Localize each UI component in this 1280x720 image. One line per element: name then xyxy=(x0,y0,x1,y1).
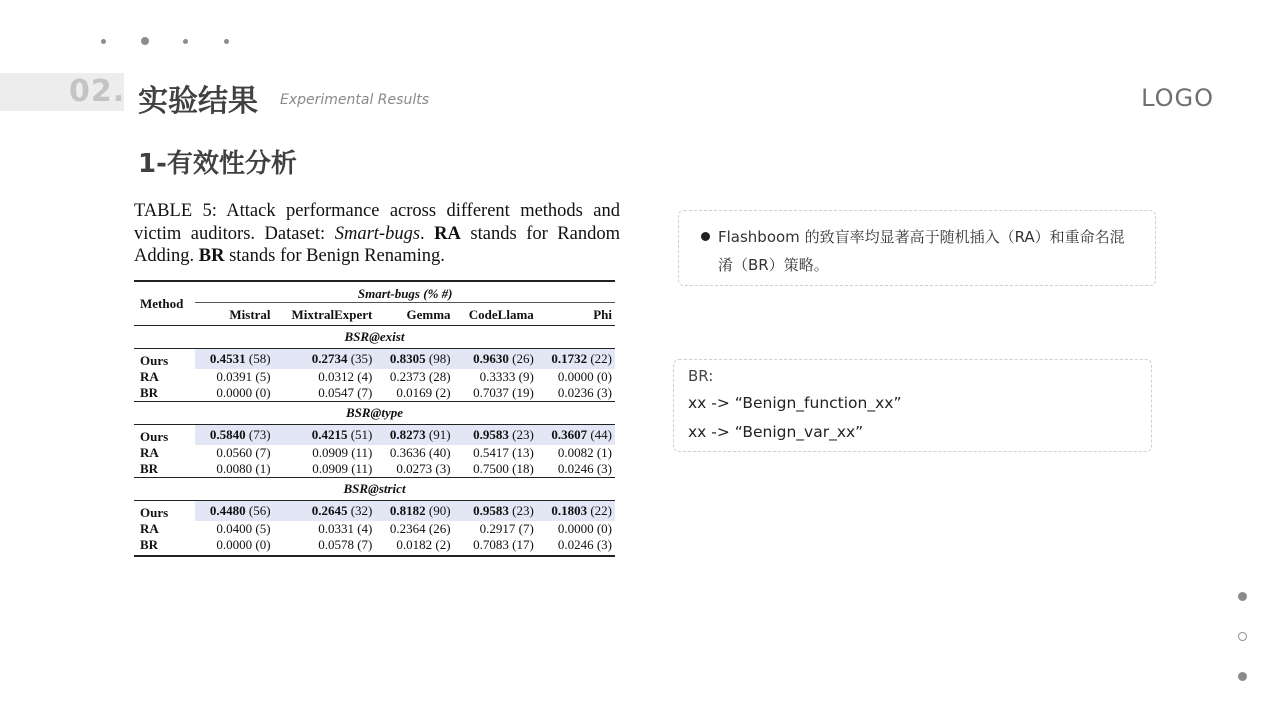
cell-count: (56) xyxy=(248,503,271,518)
section-subtitle: 1-有效性分析 xyxy=(138,149,297,179)
cell-value: 0.0909 xyxy=(312,461,348,476)
nav-dot-icon[interactable] xyxy=(1238,592,1247,601)
nav-dot-current-icon[interactable] xyxy=(1238,632,1247,641)
cell-value: 0.0182 xyxy=(396,537,433,552)
table-cell xyxy=(537,521,615,537)
cell-count: (23) xyxy=(512,427,534,442)
cell-count: (19) xyxy=(512,385,534,400)
cell-count: (3) xyxy=(596,461,612,476)
column-header: MixtralExpert xyxy=(274,303,376,326)
table-rule xyxy=(134,553,615,556)
cell-count: (28) xyxy=(428,369,451,384)
table-section-row xyxy=(134,326,615,349)
row-label: BR xyxy=(140,537,159,552)
column-header: Phi xyxy=(537,303,615,326)
table-cell xyxy=(537,385,615,401)
cell-value: 0.0246 xyxy=(557,461,594,476)
table-cell xyxy=(274,385,376,401)
br-label: BR: xyxy=(688,367,714,385)
row-label: RA xyxy=(140,369,159,384)
br-example-var: xx -> “Benign_var_xx” xyxy=(688,423,864,441)
table-cell xyxy=(274,501,376,522)
table-cell xyxy=(195,461,273,477)
cell-value: 0.7500 xyxy=(473,461,509,476)
table-row xyxy=(134,501,615,522)
row-label: BR xyxy=(140,461,159,476)
table-cell xyxy=(274,461,376,477)
row-label: RA xyxy=(140,521,159,536)
caption-dataset: Smart-bugs xyxy=(334,223,421,244)
cell-count: (1) xyxy=(255,461,271,476)
cell-value: 0.0331 xyxy=(318,521,354,536)
table-header-row xyxy=(134,281,615,303)
section-title: BSR@type xyxy=(345,405,404,420)
cell-count: (44) xyxy=(590,427,612,442)
cell-value: 0.0391 xyxy=(216,369,253,384)
cell-value: 0.0169 xyxy=(396,385,433,400)
table-cell xyxy=(375,425,453,446)
cell-count: (5) xyxy=(255,369,271,384)
cell-value: 0.0400 xyxy=(216,521,253,536)
cell-count: (0) xyxy=(596,521,612,536)
cell-count: (23) xyxy=(512,503,534,518)
cell-value: 0.0312 xyxy=(318,369,354,384)
cell-count: (5) xyxy=(255,521,271,536)
table-cell xyxy=(195,369,273,385)
cell-value: 0.5840 xyxy=(209,427,246,442)
table-cell xyxy=(454,445,537,461)
cell-count: (11) xyxy=(351,445,373,460)
table-cell xyxy=(537,349,615,370)
table-cell xyxy=(274,425,376,446)
cell-count: (3) xyxy=(596,537,612,552)
table-cell xyxy=(195,349,273,370)
cell-count: (7) xyxy=(518,521,534,536)
table-cell xyxy=(454,369,537,385)
br-example-box xyxy=(673,359,1152,452)
table-row xyxy=(134,425,615,446)
cell-count: (35) xyxy=(350,351,373,366)
cell-value: 0.2734 xyxy=(311,351,348,366)
column-header: Gemma xyxy=(375,303,453,326)
br-example-function: xx -> “Benign_function_xx” xyxy=(688,394,902,412)
cell-count: (40) xyxy=(428,445,451,460)
cell-count: (9) xyxy=(518,369,534,384)
table-cell xyxy=(375,385,453,401)
table-cell xyxy=(454,537,537,553)
table-cell xyxy=(375,445,453,461)
cell-value: 0.4480 xyxy=(209,503,246,518)
cell-count: (17) xyxy=(512,537,534,552)
dot-icon xyxy=(141,37,149,45)
table-row xyxy=(134,521,615,537)
cell-count: (22) xyxy=(590,503,612,518)
cell-value: 0.1803 xyxy=(551,503,588,518)
table-row xyxy=(134,537,615,553)
cell-value: 0.0000 xyxy=(216,537,253,552)
cell-count: (3) xyxy=(435,461,451,476)
row-label: Ours xyxy=(140,353,169,368)
table-cell xyxy=(537,501,615,522)
cell-value: 0.0560 xyxy=(216,445,253,460)
cell-value: 0.0547 xyxy=(318,385,354,400)
row-label: BR xyxy=(140,385,159,400)
cell-value: 0.0000 xyxy=(557,369,594,384)
cell-count: (32) xyxy=(350,503,373,518)
cell-value: 0.4531 xyxy=(209,351,246,366)
table-cell xyxy=(537,461,615,477)
table-cell xyxy=(375,521,453,537)
cell-value: 0.1732 xyxy=(551,351,588,366)
table-cell xyxy=(454,425,537,446)
cell-value: 0.7083 xyxy=(473,537,509,552)
cell-count: (26) xyxy=(428,521,451,536)
caption-text: . xyxy=(420,223,435,244)
table-cell xyxy=(454,385,537,401)
cell-value: 0.0000 xyxy=(216,385,253,400)
table-row xyxy=(134,385,615,401)
cell-value: 0.3333 xyxy=(479,369,516,384)
table-caption xyxy=(134,200,620,268)
cell-count: (0) xyxy=(255,537,271,552)
cell-value: 0.8273 xyxy=(389,427,426,442)
cell-count: (2) xyxy=(435,537,451,552)
caption-text: TABLE 5: Attack performance across different methods and victim auditors. Dataset: xyxy=(134,201,620,244)
table-row xyxy=(134,369,615,385)
cell-count: (98) xyxy=(428,351,451,366)
cell-count: (22) xyxy=(590,351,612,366)
table-section-row xyxy=(134,402,615,425)
caption-text: stands for Benign Renaming. xyxy=(224,246,445,266)
table-cell xyxy=(454,461,537,477)
cell-value: 0.0273 xyxy=(396,461,433,476)
cell-value: 0.2645 xyxy=(311,503,348,518)
cell-value: 0.9583 xyxy=(473,427,509,442)
cell-value: 0.7037 xyxy=(473,385,509,400)
cell-count: (13) xyxy=(512,445,534,460)
table-cell xyxy=(274,349,376,370)
cell-value: 0.3636 xyxy=(389,445,426,460)
cell-count: (11) xyxy=(351,461,373,476)
cell-count: (90) xyxy=(428,503,451,518)
page-title-english: Experimental Results xyxy=(280,92,429,108)
table-cell xyxy=(375,369,453,385)
table-cell xyxy=(195,501,273,522)
table-cell xyxy=(274,369,376,385)
table-row xyxy=(134,461,615,477)
cell-count: (26) xyxy=(512,351,534,366)
table-cell xyxy=(375,461,453,477)
cell-value: 0.9630 xyxy=(473,351,509,366)
table-row xyxy=(134,445,615,461)
cell-count: (4) xyxy=(357,521,373,536)
table-cell xyxy=(537,445,615,461)
cell-value: 0.8305 xyxy=(389,351,426,366)
table-cell xyxy=(375,537,453,553)
cell-count: (73) xyxy=(248,427,271,442)
table-cell xyxy=(454,349,537,370)
cell-value: 0.5417 xyxy=(473,445,509,460)
row-label: Ours xyxy=(140,505,169,520)
dataset-group-header: Smart-bugs (% #) xyxy=(195,281,615,303)
finding-text: Flashboom 的致盲率均显著高于随机插入（RA）和重命名混淆（BR）策略。 xyxy=(718,228,1125,274)
table-cell xyxy=(274,537,376,553)
cell-count: (7) xyxy=(255,445,271,460)
column-header: CodeLlama xyxy=(454,303,537,326)
table-cell xyxy=(274,521,376,537)
slide-nav xyxy=(1238,592,1250,684)
table-cell xyxy=(195,537,273,553)
cell-count: (58) xyxy=(248,351,271,366)
logo: LOGO xyxy=(1141,84,1214,112)
cell-value: 0.0080 xyxy=(216,461,253,476)
cell-value: 0.2364 xyxy=(389,521,426,536)
table-row xyxy=(134,349,615,370)
caption-text: stands for Random Adding. xyxy=(134,223,620,266)
cell-value: 0.0082 xyxy=(557,445,594,460)
dot-icon xyxy=(101,39,106,44)
caption-br: BR xyxy=(198,246,225,266)
cell-value: 0.4215 xyxy=(311,427,348,442)
table-cell xyxy=(195,445,273,461)
cell-count: (91) xyxy=(428,427,451,442)
row-label: RA xyxy=(140,445,159,460)
cell-count: (0) xyxy=(255,385,271,400)
nav-dot-icon[interactable] xyxy=(1238,672,1247,681)
caption-ra: RA xyxy=(434,223,461,244)
section-title: BSR@exist xyxy=(344,329,405,344)
cell-value: 0.0246 xyxy=(557,537,594,552)
finding-note-box xyxy=(678,210,1156,286)
cell-count: (0) xyxy=(596,369,612,384)
table-cell xyxy=(454,501,537,522)
cell-count: (1) xyxy=(596,445,612,460)
table-cell xyxy=(195,521,273,537)
results-table xyxy=(134,280,615,557)
table-columns-row xyxy=(134,303,615,326)
cell-value: 0.0578 xyxy=(318,537,354,552)
cell-count: (7) xyxy=(357,385,373,400)
table-section-row xyxy=(134,478,615,501)
cell-value: 0.2373 xyxy=(389,369,426,384)
column-header: Mistral xyxy=(195,303,273,326)
table-cell xyxy=(375,349,453,370)
cell-count: (4) xyxy=(357,369,373,384)
cell-count: (3) xyxy=(596,385,612,400)
cell-value: 0.0000 xyxy=(557,521,594,536)
table-cell xyxy=(454,521,537,537)
bullet-icon xyxy=(701,232,710,241)
dot-icon xyxy=(183,39,188,44)
cell-count: (7) xyxy=(357,537,373,552)
table-cell xyxy=(537,369,615,385)
row-label: Ours xyxy=(140,429,169,444)
cell-value: 0.2917 xyxy=(479,521,516,536)
cell-value: 0.3607 xyxy=(551,427,588,442)
cell-value: 0.0236 xyxy=(557,385,594,400)
cell-count: (2) xyxy=(435,385,451,400)
table-cell xyxy=(537,537,615,553)
table-cell xyxy=(195,425,273,446)
dot-icon xyxy=(224,39,229,44)
table-cell xyxy=(195,385,273,401)
table-cell xyxy=(274,445,376,461)
section-number: 02. xyxy=(69,74,126,109)
cell-count: (51) xyxy=(350,427,373,442)
cell-value: 0.9583 xyxy=(473,503,509,518)
page-title: 实验结果 xyxy=(138,84,258,119)
cell-count: (18) xyxy=(512,461,534,476)
table-cell xyxy=(375,501,453,522)
table-cell xyxy=(537,425,615,446)
section-title: BSR@strict xyxy=(343,481,406,496)
cell-value: 0.8182 xyxy=(389,503,426,518)
method-header: Method xyxy=(134,281,195,325)
cell-value: 0.0909 xyxy=(312,445,348,460)
